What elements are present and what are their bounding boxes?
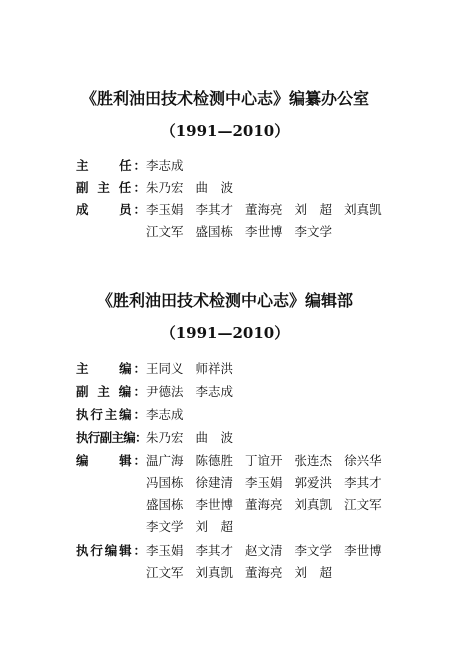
person-name: 陈德胜 [195, 453, 234, 468]
role-label: 主 任： [76, 158, 146, 173]
role-label: 副 主 任： [76, 180, 146, 195]
office-row-director [76, 156, 196, 176]
person-name: 丁谊开 [245, 453, 283, 468]
person-name: 刘 超 [195, 519, 234, 534]
person-name: 董海亮 [245, 497, 283, 512]
person-name: 李文学 [294, 224, 333, 239]
person-name: 董海亮 [245, 565, 283, 580]
dept-row-chief-editor [76, 359, 245, 379]
person-name: 盛国栋 [146, 497, 184, 512]
dept-years: （1991—2010） [160, 324, 290, 342]
dept-row-editors-cont-3 [146, 517, 245, 537]
person-name: 王同义 [146, 361, 184, 376]
person-name: 徐建清 [195, 475, 234, 490]
person-name: 江文军 [146, 565, 184, 580]
person-name: 刘 超 [294, 202, 333, 217]
person-name: 李文学 [146, 519, 184, 534]
person-name: 温广海 [146, 453, 184, 468]
person-name: 冯国栋 [146, 475, 184, 490]
dept-row-editors-cont-2 [146, 495, 394, 515]
person-name: 李其才 [195, 202, 234, 217]
person-name: 徐兴华 [344, 453, 382, 468]
office-row-members [76, 200, 394, 220]
person-name: 曲 波 [195, 180, 234, 195]
person-name: 李志成 [146, 407, 184, 422]
person-name: 李志成 [195, 384, 234, 399]
person-name: 李世博 [195, 497, 234, 512]
person-name: 李世博 [344, 543, 382, 558]
person-name: 董海亮 [245, 202, 283, 217]
person-name: 张连杰 [294, 453, 333, 468]
person-name: 赵文清 [245, 543, 283, 558]
person-name: 李世博 [245, 224, 283, 239]
person-name: 师祥洪 [195, 361, 234, 376]
person-name: 朱乃宏 [146, 430, 184, 445]
role-label: 执行编辑： [76, 543, 146, 558]
role-label: 副 主 编： [76, 384, 146, 399]
person-name: 刘 超 [294, 565, 333, 580]
person-name: 李其才 [344, 475, 382, 490]
person-name: 盛国栋 [195, 224, 234, 239]
person-name: 李玉娟 [146, 543, 184, 558]
person-name: 郭爱洪 [294, 475, 333, 490]
person-name: 李玉娟 [146, 202, 184, 217]
dept-row-executive-editors [76, 541, 394, 561]
dept-row-editors [76, 451, 394, 471]
role-label: 执行副主编： [76, 430, 146, 445]
person-name: 刘真凯 [344, 202, 382, 217]
person-name: 李志成 [146, 158, 184, 173]
dept-row-editors-cont-1 [146, 473, 394, 493]
person-name: 李文学 [294, 543, 333, 558]
dept-row-executive-editor [76, 405, 196, 425]
role-label: 成 员： [76, 202, 146, 217]
person-name: 江文军 [146, 224, 184, 239]
dept-row-executive-editors-cont [146, 563, 344, 583]
person-name: 刘真凯 [195, 565, 234, 580]
person-name: 曲 波 [195, 430, 234, 445]
dept-row-executive-deputy-editor [76, 428, 245, 448]
person-name: 李其才 [195, 543, 234, 558]
office-row-members-cont [146, 222, 344, 242]
office-title: 《胜利油田技术检测中心志》编纂办公室 [80, 89, 369, 108]
dept-row-deputy-chief-editor [76, 382, 245, 402]
dept-title: 《胜利油田技术检测中心志》编辑部 [96, 291, 353, 310]
person-name: 刘真凯 [294, 497, 333, 512]
role-label: 执行主编： [76, 407, 146, 422]
office-years: （1991—2010） [160, 122, 290, 140]
person-name: 李玉娟 [245, 475, 283, 490]
role-label: 编 辑： [76, 453, 146, 468]
person-name: 尹德法 [146, 384, 184, 399]
person-name: 朱乃宏 [146, 180, 184, 195]
person-name: 江文军 [344, 497, 382, 512]
role-label: 主 编： [76, 361, 146, 376]
office-row-deputy-director [76, 178, 245, 198]
